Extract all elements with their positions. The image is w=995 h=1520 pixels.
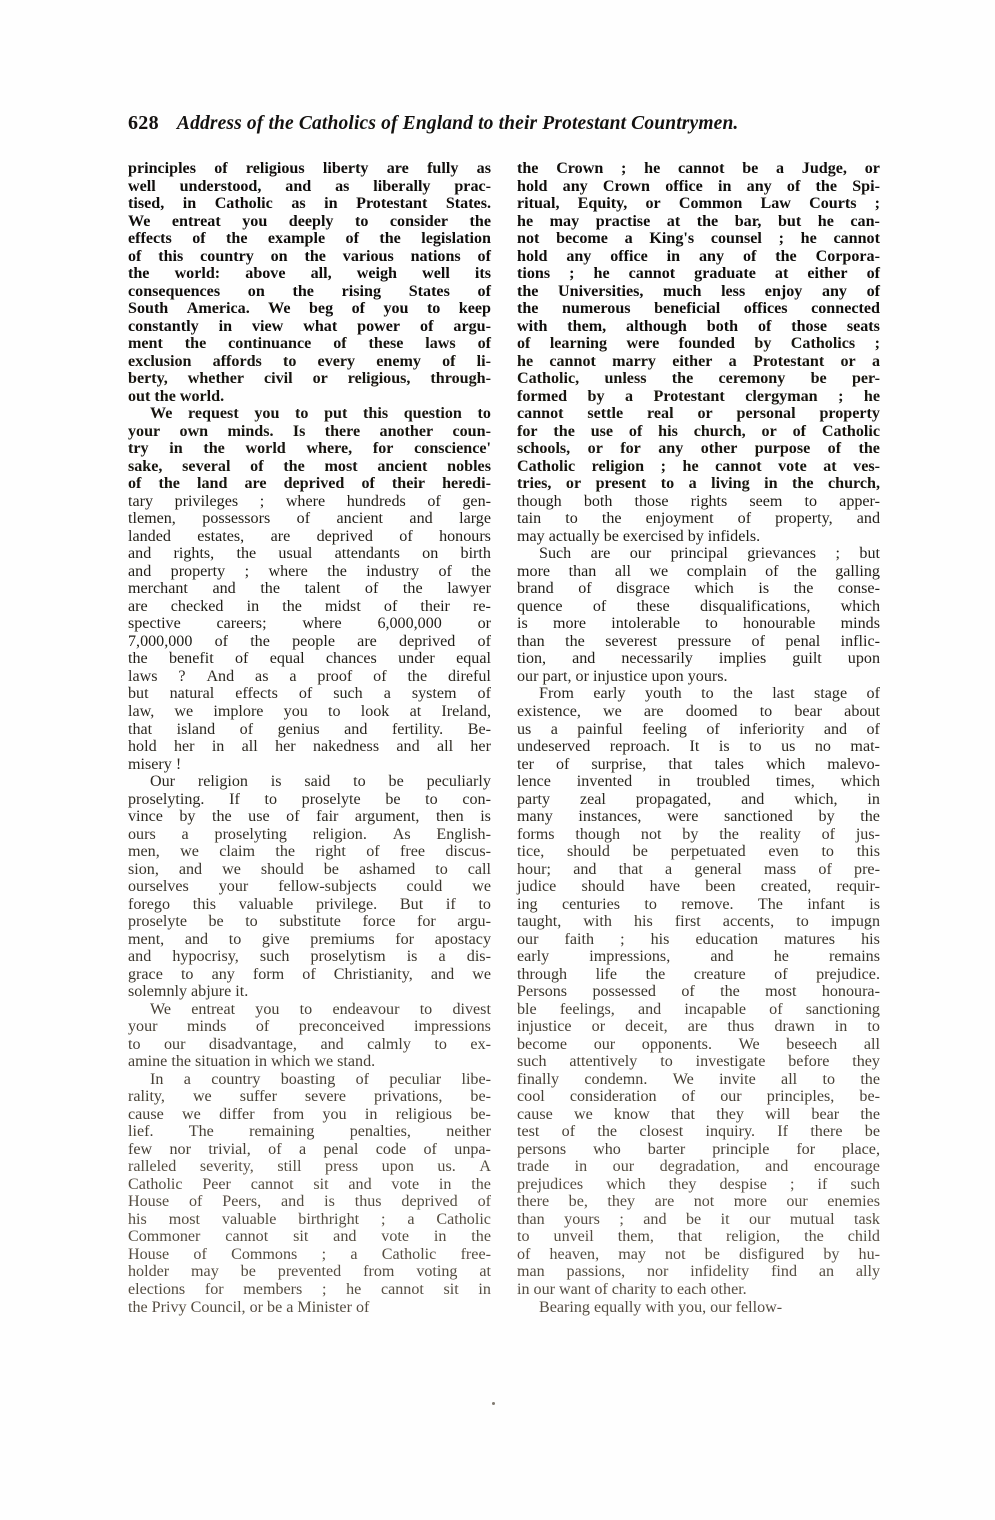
text-line: tised, in Catholic as in Protestant States. bbox=[128, 195, 491, 213]
text-line: elections for members ; he cannot sit in bbox=[128, 1281, 491, 1298]
text-line: tary privileges ; where hundreds of gen- bbox=[128, 492, 491, 510]
text-line: may actually be exercised by infidels. bbox=[517, 527, 761, 545]
text-line: our part, or injustice upon yours. bbox=[517, 667, 728, 685]
paragraph bbox=[128, 1001, 491, 1071]
text-line: We entreat you to endeavour to divest bbox=[150, 1000, 491, 1018]
text-line: principles of religious liberty are fully as bbox=[128, 160, 491, 177]
text-line: lence invented in troubled times, which bbox=[517, 773, 880, 791]
text-line: Catholic, unless the ceremony be per- bbox=[517, 370, 880, 388]
text-line: Catholic religion ; he cannot vote at ves- bbox=[517, 457, 880, 475]
text-line: brand of disgrace which is the conse- bbox=[517, 580, 880, 598]
text-line: are checked in the midst of their re- bbox=[128, 597, 491, 615]
text-line: man passions, nor infidelity find an ally bbox=[517, 1263, 880, 1281]
text-line: is more intolerable to honourable minds bbox=[517, 615, 880, 633]
text-line: cause we know that they will bear the bbox=[517, 1105, 880, 1123]
paragraph bbox=[128, 1071, 491, 1316]
text-line: tries, or present to a living in the church, bbox=[517, 475, 880, 493]
text-line: finally condemn. We invite all to the bbox=[517, 1070, 880, 1088]
paragraph bbox=[517, 160, 880, 545]
text-line: of the land are deprived of their heredi- bbox=[128, 475, 491, 493]
text-line: hold her in all her nakedness and all her bbox=[128, 738, 491, 756]
scan-speck-artifact bbox=[492, 1402, 495, 1405]
text-line: tion, and necessarily implies guilt upon bbox=[517, 650, 880, 668]
text-line: ralleled severity, still press upon us. A bbox=[128, 1158, 491, 1176]
paragraph bbox=[128, 405, 491, 773]
text-line: sion, and we should be ashamed to call bbox=[128, 860, 491, 878]
text-line: landed estates, are deprived of honours bbox=[128, 527, 491, 545]
text-line: the benefit of equal chances under equal bbox=[128, 650, 491, 668]
text-line: taught, with his first accents, to impugn bbox=[517, 913, 880, 931]
text-line: cause we differ from you in religious be- bbox=[128, 1105, 491, 1123]
text-line: laws ? And as a proof of the direful bbox=[128, 667, 491, 685]
text-line: become our opponents. We beseech all bbox=[517, 1035, 880, 1053]
text-line: hour; and that a general mass of pre- bbox=[517, 860, 880, 878]
text-line: to unveil them, that religion, the child bbox=[517, 1228, 880, 1246]
text-line: existence, we are doomed to bear about bbox=[517, 702, 880, 720]
text-line: misery ! bbox=[128, 755, 182, 773]
text-line: Persons possessed of the most honoura- bbox=[517, 983, 880, 1001]
left-text-column bbox=[128, 160, 491, 1316]
text-line: South America. We beg of you to keep bbox=[128, 300, 491, 318]
text-line: consequences on the rising States of bbox=[128, 282, 491, 300]
text-line: ing centuries to remove. The infant is bbox=[517, 895, 880, 913]
text-line: tain to the enjoyment of property, and bbox=[517, 510, 880, 528]
text-line: his most valuable birthright ; a Catholic bbox=[128, 1210, 491, 1228]
text-line: ble feelings, and incapable of sanctioning bbox=[517, 1000, 880, 1018]
text-line: House of Peers, and is thus deprived of bbox=[128, 1193, 491, 1211]
text-line: schools, or for any other purpose of the bbox=[517, 440, 880, 458]
text-line: undeserved reproach. It is to us no mat- bbox=[517, 738, 880, 756]
text-line: vince by the use of fair argument, then is bbox=[128, 808, 491, 826]
text-line: We entreat you deeply to consider the bbox=[128, 212, 491, 230]
text-line: merchant and the talent of the lawyer bbox=[128, 580, 491, 598]
text-line: cool consideration of our principles, be- bbox=[517, 1088, 880, 1106]
text-line: ter of surprise, that tales which malevo- bbox=[517, 755, 880, 773]
text-line: that island of genius and fertility. Be- bbox=[128, 720, 491, 738]
text-line: rality, we suffer severe privations, be- bbox=[128, 1088, 491, 1106]
text-line: persons who barter principle for place, bbox=[517, 1140, 880, 1158]
text-line: and rights, the usual attendants on birth bbox=[128, 545, 491, 563]
text-line: quence of these disqualifications, which bbox=[517, 597, 880, 615]
text-line: us a painful feeling of inferiority and of bbox=[517, 720, 880, 738]
text-line: out the world. bbox=[128, 387, 225, 405]
paragraph bbox=[517, 685, 880, 1298]
paragraph bbox=[128, 160, 491, 405]
text-line: of learning were founded by Catholics ; bbox=[517, 335, 880, 353]
text-line: the world: above all, weigh well its bbox=[128, 265, 491, 283]
running-head-title: Address of the Catholics of England to their Protestant Countrymen. bbox=[176, 113, 739, 134]
text-line: your minds of preconceived impressions bbox=[128, 1018, 491, 1036]
text-line: holder may be prevented from voting at bbox=[128, 1263, 491, 1281]
text-line: proselyte be to substitute force for argu- bbox=[128, 913, 491, 931]
text-line: Our religion is said to be peculiarly bbox=[150, 773, 491, 791]
text-line: such attentively to investigate before they bbox=[517, 1053, 880, 1071]
paragraph bbox=[128, 773, 491, 1001]
text-line: constantly in view what power of argu- bbox=[128, 317, 491, 335]
text-line: there be, they are not more our enemies bbox=[517, 1193, 880, 1211]
text-line: and property ; where the industry of the bbox=[128, 562, 491, 580]
text-line: many instances, were sanctioned by the bbox=[517, 808, 880, 826]
text-line: We request you to put this question to bbox=[150, 405, 491, 423]
text-line: for the use of his church, or of Catholic bbox=[517, 422, 880, 440]
text-line: trade in our degradation, and encourage bbox=[517, 1158, 880, 1176]
text-line: few nor trivial, of a penal code of unpa- bbox=[128, 1140, 491, 1158]
text-line: men, we claim the right of free discus- bbox=[128, 843, 491, 861]
text-line: tice, should be perpetuated even to this bbox=[517, 843, 880, 861]
text-line: formed by a Protestant clergyman ; he bbox=[517, 387, 880, 405]
text-line: effects of the example of the legislation bbox=[128, 230, 491, 248]
text-line: ours a proselyting religion. As English- bbox=[128, 825, 491, 843]
text-line: Commoner cannot sit and vote in the bbox=[128, 1228, 491, 1246]
text-line: spective careers; where 6,000,000 or bbox=[128, 615, 491, 633]
text-line: In a country boasting of peculiar libe- bbox=[150, 1070, 491, 1088]
text-line: the Crown ; he cannot be a Judge, or bbox=[517, 160, 880, 177]
text-line: your own minds. Is there another coun- bbox=[128, 422, 491, 440]
two-column-body bbox=[128, 160, 880, 1316]
text-line: try in the world where, for conscience' bbox=[128, 440, 491, 458]
page-folio-number: 628 bbox=[128, 112, 159, 134]
text-line: From early youth to the last stage of bbox=[539, 685, 880, 703]
text-line: our faith ; his education matures his bbox=[517, 930, 880, 948]
text-line: exclusion affords to every enemy of li- bbox=[128, 352, 491, 370]
text-line: injustice or deceit, are thus drawn in to bbox=[517, 1018, 880, 1036]
text-line: prejudices which they despise ; if such bbox=[517, 1175, 880, 1193]
text-line: grace to any form of Christianity, and we bbox=[128, 965, 491, 983]
text-line: in our want of charity to each other. bbox=[517, 1281, 747, 1298]
text-line: House of Commons ; a Catholic free- bbox=[128, 1245, 491, 1263]
text-line: well understood, and as liberally prac- bbox=[128, 177, 491, 195]
text-line: test of the closest inquiry. If there be bbox=[517, 1123, 880, 1141]
text-line: judice should have been created, requir- bbox=[517, 878, 880, 896]
text-line: party zeal propagated, and which, in bbox=[517, 790, 880, 808]
paragraph bbox=[517, 1299, 880, 1317]
right-text-column bbox=[517, 160, 880, 1316]
text-line: early impressions, and he remains bbox=[517, 948, 880, 966]
text-line: forms though not by the reality of jus- bbox=[517, 825, 880, 843]
text-line: than yours ; and be it our mutual task bbox=[517, 1210, 880, 1228]
text-line: hold any Crown office in any of the Spi- bbox=[517, 177, 880, 195]
text-line: forego this valuable privilege. But if to bbox=[128, 895, 491, 913]
text-line: the Privy Council, or be a Minister of bbox=[128, 1298, 370, 1316]
text-line: he cannot marry either a Protestant or a bbox=[517, 352, 880, 370]
text-line: ment, and to give premiums for apostacy bbox=[128, 930, 491, 948]
text-line: lief. The remaining penalties, neither bbox=[128, 1123, 491, 1141]
text-line: ourselves your fellow-subjects could we bbox=[128, 878, 491, 896]
text-line: sake, several of the most ancient nobles bbox=[128, 457, 491, 475]
text-line: though both those rights seem to apper- bbox=[517, 492, 880, 510]
text-line: of this country on the various nations of bbox=[128, 247, 491, 265]
text-line: ritual, Equity, or Common Law Courts ; bbox=[517, 195, 880, 213]
text-line: more than all we complain of the galling bbox=[517, 562, 880, 580]
text-line: law, we implore you to look at Ireland, bbox=[128, 702, 491, 720]
paragraph bbox=[517, 545, 880, 685]
text-line: he may practise at the bar, but he can- bbox=[517, 212, 880, 230]
text-line: proselyting. If to proselyte be to con- bbox=[128, 790, 491, 808]
text-line: Such are our principal grievances ; but bbox=[539, 545, 880, 563]
text-line: through life the creature of prejudice. bbox=[517, 965, 880, 983]
text-line: of heaven, may not be disfigured by hu- bbox=[517, 1245, 880, 1263]
text-line: hold any office in any of the Corpora- bbox=[517, 247, 880, 265]
text-line: and hypocrisy, such proselytism is a dis- bbox=[128, 948, 491, 966]
text-line: tlemen, possessors of ancient and large bbox=[128, 510, 491, 528]
text-line: with them, although both of those seats bbox=[517, 317, 880, 335]
text-line: ment the continuance of these laws of bbox=[128, 335, 491, 353]
running-head bbox=[128, 112, 888, 138]
text-line: to our disadvantage, and calmly to ex- bbox=[128, 1035, 491, 1053]
text-line: not become a King's counsel ; he cannot bbox=[517, 230, 880, 248]
text-line: than the severest pressure of penal inflic- bbox=[517, 632, 880, 650]
text-line: tions ; he cannot graduate at either of bbox=[517, 265, 880, 283]
text-line: amine the situation in which we stand. bbox=[128, 1053, 376, 1071]
text-line: 7,000,000 of the people are deprived of bbox=[128, 632, 491, 650]
text-line: cannot settle real or personal property bbox=[517, 405, 880, 423]
text-line: berty, whether civil or religious, through- bbox=[128, 370, 491, 388]
text-line: Bearing equally with you, our fellow- bbox=[539, 1298, 783, 1316]
text-line: the Universities, much less enjoy any of bbox=[517, 282, 880, 300]
text-line: but natural effects of such a system of bbox=[128, 685, 491, 703]
text-line: the numerous beneficial offices connected bbox=[517, 300, 880, 318]
text-line: Catholic Peer cannot sit and vote in the bbox=[128, 1175, 491, 1193]
text-line: solemnly abjure it. bbox=[128, 983, 249, 1001]
